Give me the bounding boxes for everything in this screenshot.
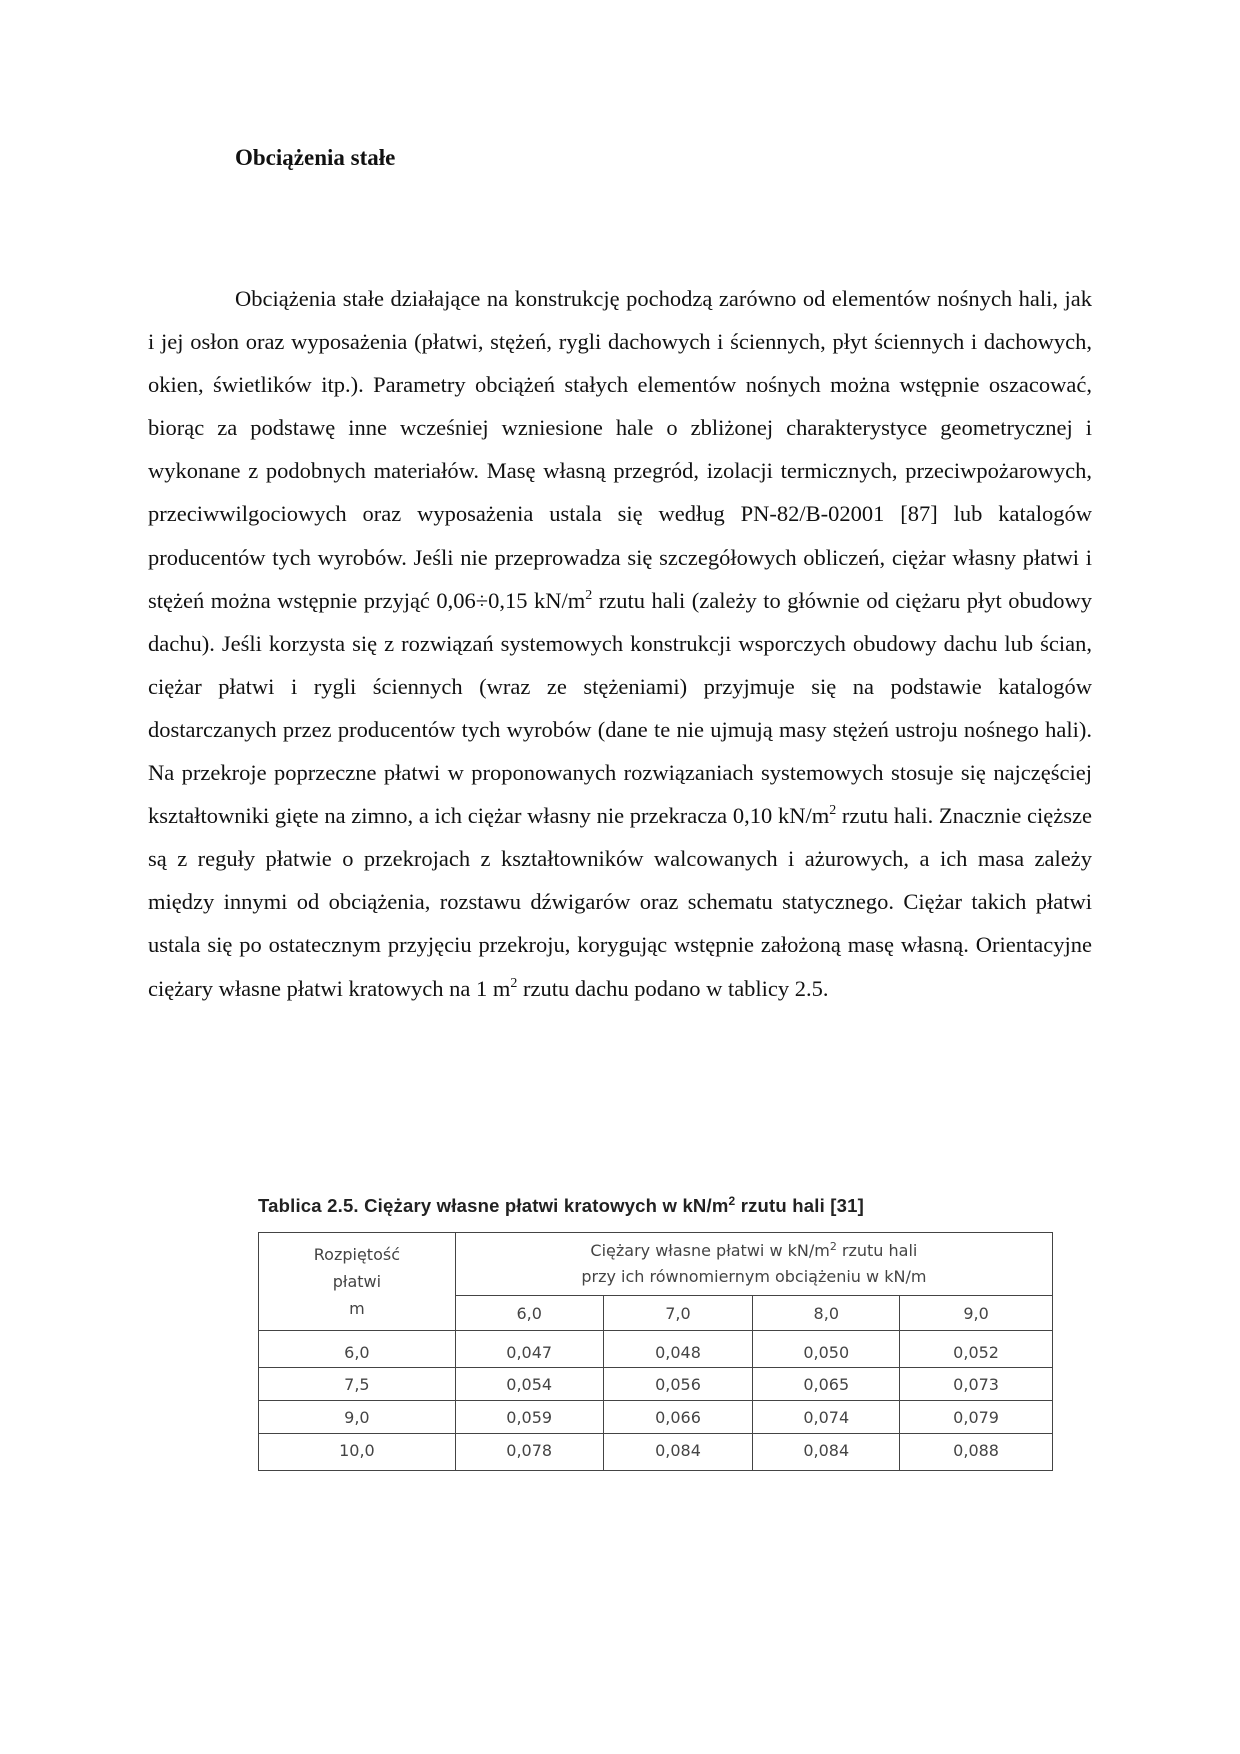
table-cell: 6,0	[259, 1331, 456, 1368]
paragraph-text: rzutu hali. Znacznie cięższe są z reguły płatwie o przekrojach z kształtowników walcowanych i ażurowych, a ich masa zależy między innymi od obciążenia, rozstawu dźwigarów oraz schematu statycznego. Ciężar takich płatwi ustala się po ostatecznym przyjęciu przekroju, korygując wstępnie założoną masę własną. Orientacyjne ciężary własne płatwi kratowych na 1 m	[148, 803, 1092, 1001]
table-cell: 0,052	[900, 1331, 1053, 1368]
table-cell: 0,084	[753, 1434, 900, 1471]
caption-text: Tablica 2.5. Ciężary własne płatwi kratowych w kN/m	[258, 1195, 729, 1216]
table-cell: 0,054	[455, 1368, 603, 1401]
table-cell: 0,066	[603, 1401, 753, 1434]
table-cell: 0,073	[900, 1368, 1053, 1401]
weights-group-header	[455, 1233, 1052, 1296]
table-header-row	[259, 1233, 1053, 1296]
table-cell: 0,047	[455, 1331, 603, 1368]
table-caption	[258, 1194, 864, 1216]
superscript: 2	[829, 803, 837, 819]
superscript: 2	[510, 975, 518, 991]
header-line: Rozpiętość	[313, 1245, 400, 1264]
table-cell: 0,056	[603, 1368, 753, 1401]
paragraph-text: Obciążenia stałe działające na konstrukcję pochodzą zarówno od elementów nośnych hali, jak i jej osłon oraz wyposażenia (płatwi, stężeń, rygli dachowych i ściennych, płyt ściennych i dachowych, okien, świetlików itp.). Parametry obciążeń stałych elementów nośnych można wstępnie oszacować, biorąc za podstawę inne wcześniej wzniesione hale o zbliżonej charakterystyce geometrycznej i wykonane z podobnych materiałów. Masę własną przegród, izolacji termicznych, przeciwpożarowych, przeciwwilgociowych oraz wyposażenia ustala się według PN-82/B-02001 [87] lub katalogów producentów tych wyrobów. Jeśli nie przeprowadza się szczegółowych obliczeń, ciężar własny płatwi i stężeń można wstępnie przyjąć 0,06÷0,15 kN/m	[148, 286, 1092, 613]
table-cell: 0,078	[455, 1434, 603, 1471]
section-heading: Obciążenia stałe	[235, 145, 396, 170]
table-cell: 7,5	[259, 1368, 456, 1401]
load-column-header: 7,0	[603, 1296, 753, 1331]
table-row	[259, 1401, 1053, 1434]
caption-text: rzutu hali [31]	[735, 1195, 864, 1216]
table-row	[259, 1434, 1053, 1471]
table-cell: 0,050	[753, 1331, 900, 1368]
header-superscript: 2	[829, 1240, 837, 1253]
table-cell: 0,084	[603, 1434, 753, 1471]
load-column-header: 9,0	[900, 1296, 1053, 1331]
body-paragraph	[148, 277, 1092, 1010]
header-line: m	[349, 1299, 365, 1318]
table-cell: 0,074	[753, 1401, 900, 1434]
weights-table	[258, 1232, 1053, 1471]
table-row	[259, 1368, 1053, 1401]
table-cell: 0,048	[603, 1331, 753, 1368]
table-cell: 10,0	[259, 1434, 456, 1471]
table-cell: 0,065	[753, 1368, 900, 1401]
load-column-header: 8,0	[753, 1296, 900, 1331]
paragraph-text: rzutu hali (zależy to głównie od ciężaru płyt obudowy dachu). Jeśli korzysta się z rozwiązań systemowych konstrukcji wsporczych obudowy dachu lub ścian, ciężar płatwi i rygli ściennych (wraz ze stężeniami) przyjmuje się na podstawie katalogów dostarczanych przez producentów tych wyrobów (dane te nie ujmują masy stężeń ustroju nośnego hali). Na przekroje poprzeczne płatwi w proponowanych rozwiązaniach systemowych stosuje się najczęściej kształtowniki gięte na zimno, a ich ciężar własny nie przekracza 0,10 kN/m	[148, 587, 1092, 829]
header-line: płatwi	[332, 1272, 382, 1291]
load-column-header: 6,0	[455, 1296, 603, 1331]
table-cell: 0,079	[900, 1401, 1053, 1434]
superscript: 2	[585, 587, 593, 603]
caption-superscript: 2	[728, 1194, 736, 1208]
header-line: Ciężary własne płatwi w kN/m	[590, 1241, 830, 1260]
header-line: rzutu hali	[836, 1241, 918, 1260]
table-cell: 9,0	[259, 1401, 456, 1434]
table-cell: 0,088	[900, 1434, 1053, 1471]
table-row	[259, 1331, 1053, 1368]
header-line: przy ich równomiernym obciążeniu w kN/m	[581, 1267, 927, 1286]
table-cell: 0,059	[455, 1401, 603, 1434]
paragraph-text: rzutu dachu podano w tablicy 2.5.	[517, 975, 829, 1001]
span-column-header	[259, 1233, 456, 1331]
